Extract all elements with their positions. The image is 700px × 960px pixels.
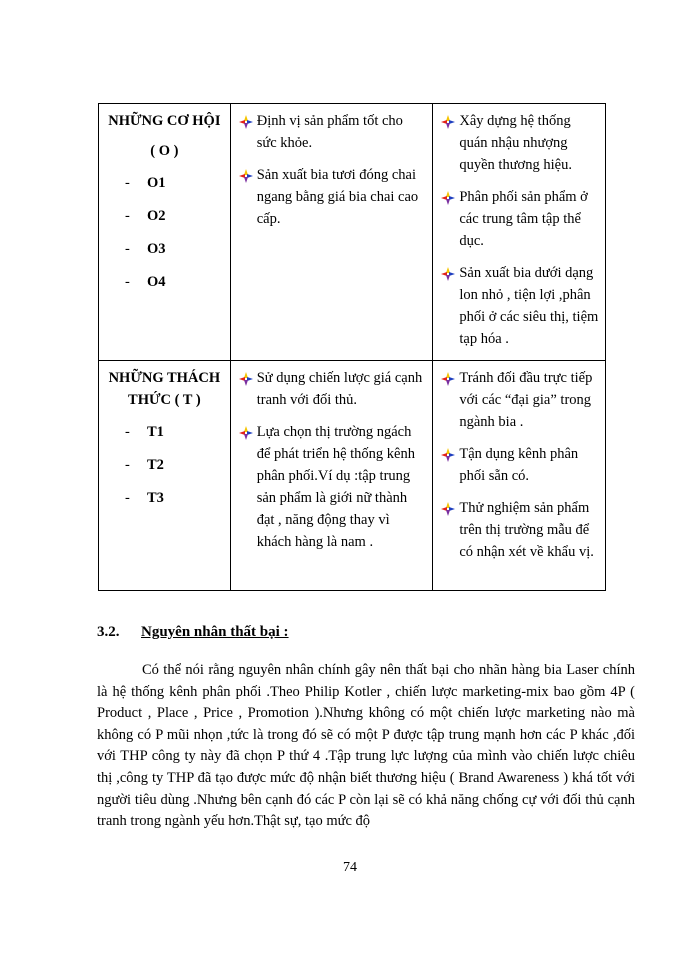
item-code: T2 bbox=[147, 457, 164, 473]
wt-strategies-cell bbox=[433, 361, 606, 591]
bullet-text: Thử nghiệm sản phẩm trên thị trường mẫu để có nhận xét về khẩu vị. bbox=[459, 500, 594, 560]
bullet-list bbox=[439, 110, 599, 350]
body-paragraph: Có thể nói rằng nguyên nhân chính gây nên thất bại cho nhãn hàng bia Laser chính là hệ thống kênh phân phối .Theo Philip Kotler , chiến lược marketing-mix bao gồm 4P ( Product , Place , Price , Promotion ).Nhưng không có một chiến lược marketing nào mà không có P mũi nhọn ,tức là trong đó sẽ có một P được tập trung mạnh hơn các P khác ,đối với THP công ty này đã chọn P thứ 4 .Tập trung lực lượng của mình vào chiến lược chiêu thị ,công ty THP đã tạo được mức độ nhận biết thương hiệu ( Brand Awareness ) khá tốt với người tiêu dùng .Nhưng bên cạnh đó các P còn lại sẽ có khả năng chống cự với đối thủ cạnh tranh trong ngành yếu hơn.Thật sự, tạo mức độ bbox=[97, 662, 635, 830]
bullet-text: Phân phối sản phẩm ở các trung tâm tập thể dục. bbox=[459, 189, 588, 249]
bullet-text: Sản xuất bia tươi đóng chai ngang bằng giá bia chai cao cấp. bbox=[256, 167, 419, 227]
bullet-icon bbox=[441, 190, 455, 204]
bullet-icon bbox=[239, 425, 253, 439]
bullet-icon bbox=[239, 168, 253, 182]
wo-strategies-cell bbox=[433, 104, 606, 361]
item-code: O1 bbox=[147, 175, 166, 191]
bullet-icon bbox=[441, 501, 455, 515]
list-item bbox=[237, 421, 427, 553]
list-item bbox=[439, 497, 599, 563]
list-item bbox=[237, 164, 427, 230]
threats-title: NHỮNG THÁCH THỨC ( T ) bbox=[108, 370, 221, 408]
section-title: Nguyên nhân thất bại : bbox=[141, 624, 289, 640]
bullet-list bbox=[237, 367, 427, 553]
item-code: T3 bbox=[147, 490, 164, 506]
opportunities-title: NHỮNG CƠ HỘI bbox=[108, 113, 221, 129]
so-strategies-cell bbox=[230, 104, 433, 361]
list-item bbox=[439, 262, 599, 350]
list-item bbox=[237, 367, 427, 411]
bullet-icon bbox=[239, 114, 253, 128]
item-code: O2 bbox=[147, 208, 166, 224]
list-item bbox=[105, 238, 224, 260]
item-code: O4 bbox=[147, 274, 166, 290]
bullet-list bbox=[237, 110, 427, 230]
dash-marker: - bbox=[125, 274, 130, 290]
threats-list bbox=[105, 421, 224, 509]
section-number: 3.2. bbox=[97, 624, 120, 640]
bullet-text: Định vị sản phẩm tốt cho sức khỏe. bbox=[256, 113, 403, 151]
bullet-list bbox=[439, 367, 599, 563]
threats-label-cell bbox=[99, 361, 231, 591]
opportunities-label-cell bbox=[99, 104, 231, 361]
bullet-icon bbox=[441, 371, 455, 385]
swot-table bbox=[98, 103, 606, 591]
threats-row bbox=[99, 361, 606, 591]
bullet-text: Tận dụng kênh phân phối sẵn có. bbox=[459, 446, 579, 484]
dash-marker: - bbox=[125, 457, 130, 473]
dash-marker: - bbox=[125, 208, 130, 224]
list-item bbox=[105, 454, 224, 476]
opportunities-row bbox=[99, 104, 606, 361]
dash-marker: - bbox=[125, 175, 130, 191]
st-strategies-cell bbox=[230, 361, 433, 591]
dash-marker: - bbox=[125, 490, 130, 506]
bullet-text: Tránh đối đầu trực tiếp với các “đại gia” trong ngành bia . bbox=[459, 370, 593, 430]
bullet-icon bbox=[441, 447, 455, 461]
list-item bbox=[439, 186, 599, 252]
list-item bbox=[439, 110, 599, 176]
list-item bbox=[105, 205, 224, 227]
bullet-icon bbox=[239, 371, 253, 385]
list-item bbox=[439, 443, 599, 487]
list-item bbox=[105, 172, 224, 194]
list-item bbox=[237, 110, 427, 154]
bullet-text: Lựa chọn thị trường ngách để phát triển hệ thống kênh phân phối.Ví dụ :tập trung sản phẩm là giới nữ thành đạt , năng động thay vì khách hàng là nam . bbox=[256, 424, 415, 550]
dash-marker: - bbox=[125, 241, 130, 257]
dash-marker: - bbox=[125, 424, 130, 440]
opportunities-list bbox=[105, 172, 224, 293]
bullet-text: Xây dựng hệ thống quán nhậu nhượng quyền thương hiệu. bbox=[459, 113, 572, 173]
bullet-text: Sản xuất bia dưới dạng lon nhỏ , tiện lợi ,phân phối ở các siêu thị, tiệm tạp hóa . bbox=[459, 265, 599, 347]
item-code: T1 bbox=[147, 424, 164, 440]
bullet-icon bbox=[441, 114, 455, 128]
list-item bbox=[105, 487, 224, 509]
page-number: 74 bbox=[343, 860, 357, 875]
bullet-text: Sử dụng chiến lược giá cạnh tranh với đối thủ. bbox=[256, 370, 423, 408]
opportunities-code: ( O ) bbox=[150, 143, 179, 159]
list-item bbox=[105, 421, 224, 443]
list-item bbox=[439, 367, 599, 433]
list-item bbox=[105, 271, 224, 293]
section-heading bbox=[97, 624, 289, 641]
bullet-icon bbox=[441, 266, 455, 280]
item-code: O3 bbox=[147, 241, 166, 257]
